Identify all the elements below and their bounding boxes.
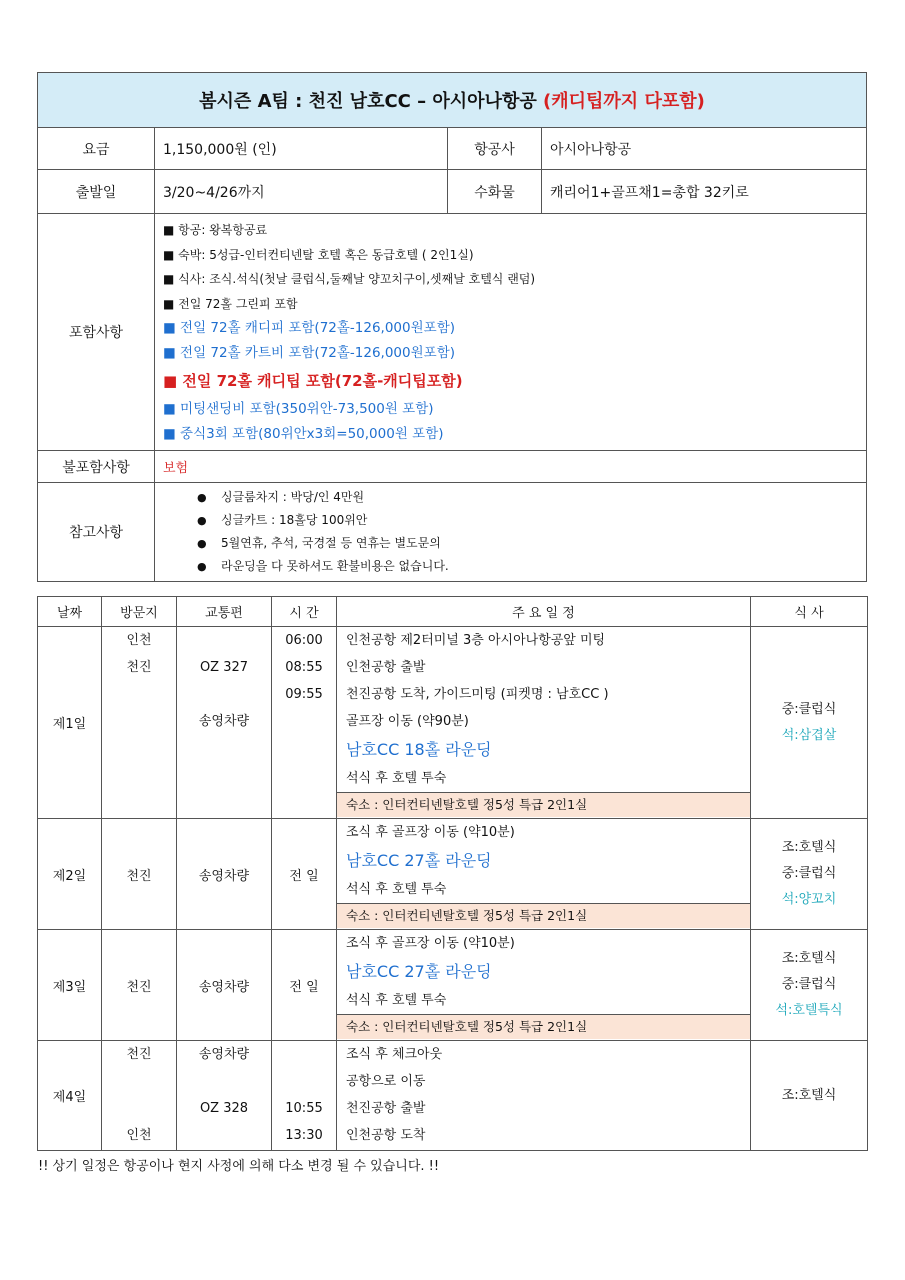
col-header-transport: 교통편 [177, 597, 272, 627]
excluded-value: 보험 [155, 451, 867, 483]
schedule-item: 인천공항 제2터미널 3층 아시아나항공앞 미팅 [346, 633, 606, 648]
footer-notice: !! 상기 일정은 항공이나 현지 사정에 의해 다소 변경 될 수 있습니다. !! [38, 1159, 440, 1174]
day3-meals [751, 930, 868, 1041]
day4-transport [177, 1041, 272, 1151]
meal: 석:호텔특식 [775, 1003, 843, 1018]
day1-transport [177, 627, 272, 819]
schedule-item: 조식 후 골프장 이동 (약10분) [346, 825, 515, 840]
price-label: 요금 [38, 128, 155, 170]
place: 천진 [102, 819, 177, 930]
package-info-table [37, 72, 867, 582]
place: 인천 [126, 1128, 152, 1143]
included-item-highlight: ■ 중식3회 포함(80위안x3회=50,000원 포함) [163, 425, 444, 442]
transport: 송영차량 [198, 1047, 250, 1062]
col-header-date: 날짜 [38, 597, 102, 627]
time: 10:55 [285, 1101, 323, 1116]
day-label: 제2일 [38, 819, 102, 930]
schedule-item: 인천공항 출발 [346, 660, 426, 675]
note-item: ● 싱글룸차지 : 박당/인 4만원 [199, 486, 858, 509]
meal: 조:호텔식 [781, 951, 837, 966]
schedule-item: 공항으로 이동 [346, 1074, 426, 1089]
meal: 중:클럽식 [781, 977, 837, 992]
place: 인천 [126, 633, 152, 648]
meal: 조:호텔식 [781, 1087, 837, 1103]
day4-places [102, 1041, 177, 1151]
col-header-schedule: 주 요 일 정 [337, 597, 751, 627]
day1-places [102, 627, 177, 819]
day-label: 제1일 [38, 627, 102, 819]
schedule-item: 석식 후 호텔 투숙 [346, 771, 447, 786]
included-item-highlight: ■ 전일 72홀 캐디피 포함(72홀-126,000원포함) [163, 320, 455, 336]
airline-value: 아시아나항공 [542, 128, 867, 170]
day2-schedule [337, 819, 751, 930]
schedule-item: 조식 후 골프장 이동 (약10분) [346, 936, 515, 951]
day4-schedule [337, 1041, 751, 1151]
meal: 중:클럽식 [781, 866, 837, 881]
departure-label: 출발일 [38, 170, 155, 214]
baggage-label: 수화물 [448, 170, 542, 214]
hotel-info: 숙소 : 인터컨티넨탈호텔 정5성 특급 2인1실 [337, 792, 750, 817]
schedule-item: 석식 후 호텔 투숙 [346, 993, 447, 1008]
time: 13:30 [285, 1128, 323, 1143]
schedule-item: 석식 후 호텔 투숙 [346, 882, 447, 897]
day4-meals [751, 1041, 868, 1151]
included-item: ■ 식사: 조식.석식(첫날 클럽식,둘째날 양꼬치구이,셋째날 호텔식 랜덤) [163, 272, 536, 286]
airline-label: 항공사 [448, 128, 542, 170]
included-label: 포함사항 [38, 214, 155, 451]
title-highlight: (캐디팁까지 다포함) [543, 91, 705, 112]
time: 전 일 [272, 819, 337, 930]
time: 06:00 [285, 633, 323, 648]
transport: 송영차량 [198, 714, 250, 729]
day1-times [272, 627, 337, 819]
included-item-caddie-tip: ■ 전일 72홀 캐디팁 포함(72홀-캐디팁포함) [163, 372, 463, 390]
day-row-2 [38, 819, 868, 930]
day1-meals [751, 627, 868, 819]
included-item-highlight: ■ 미팅샌딩비 포함(350위안-73,500원 포함) [163, 401, 434, 417]
place: 천진 [126, 660, 152, 675]
included-item: ■ 전일 72홀 그린피 포함 [163, 296, 298, 311]
day-label: 제3일 [38, 930, 102, 1041]
meal: 중:클럽식 [781, 701, 837, 717]
time: 전 일 [272, 930, 337, 1041]
flight-number: OZ 327 [199, 660, 249, 675]
included-item-highlight: ■ 전일 72홀 카트비 포함(72홀-126,000원포함) [163, 344, 455, 361]
included-item: ■ 숙박: 5성급-인터컨티넨탈 호텔 혹은 동급호텔 ( 2인1실) [163, 247, 474, 262]
day4-times [272, 1041, 337, 1151]
itinerary-table [37, 596, 868, 1151]
day-row-1 [38, 627, 868, 819]
notes-list [155, 483, 867, 582]
meal: 석:양꼬치 [781, 892, 837, 907]
hotel-info: 숙소 : 인터컨티넨탈호텔 정5성 특급 2인1실 [337, 903, 750, 928]
schedule-item: 골프장 이동 (약90분) [346, 714, 469, 729]
included-list [155, 214, 867, 451]
hotel-info: 숙소 : 인터컨티넨탈호텔 정5성 특급 2인1실 [337, 1014, 750, 1039]
transport: 송영차량 [177, 819, 272, 930]
meal: 석:삼겹살 [781, 727, 837, 743]
title-main: 봄시즌 A팀 : 천진 남호CC – 아시아나항공 [199, 91, 544, 112]
place: 천진 [102, 930, 177, 1041]
transport: 송영차량 [177, 930, 272, 1041]
day1-schedule [337, 627, 751, 819]
schedule-item: 인천공항 도착 [346, 1128, 426, 1143]
schedule-item: 천진공항 출발 [346, 1101, 426, 1116]
meal: 조:호텔식 [781, 840, 837, 855]
package-title [38, 73, 867, 128]
col-header-meal: 식 사 [751, 597, 868, 627]
col-header-place: 방문지 [102, 597, 177, 627]
day2-meals [751, 819, 868, 930]
schedule-item: 천진공항 도착, 가이드미팅 (피켓명 : 남호CC ) [346, 687, 609, 702]
baggage-value: 캐리어1+골프채1=총합 32키로 [542, 170, 867, 214]
note-item: ● 싱글카트 : 18홀당 100위안 [199, 509, 858, 532]
day3-schedule [337, 930, 751, 1041]
notes-label: 참고사항 [38, 483, 155, 582]
round-item: 남호CC 27홀 라운딩 [346, 851, 492, 870]
place: 천진 [126, 1047, 152, 1062]
day-row-4 [38, 1041, 868, 1151]
included-item: ■ 항공: 왕복항공료 [163, 223, 268, 237]
schedule-item: 조식 후 체크아웃 [346, 1047, 443, 1062]
day-row-3 [38, 930, 868, 1041]
round-item: 남호CC 27홀 라운딩 [346, 962, 492, 981]
day-label: 제4일 [38, 1041, 102, 1151]
round-item: 남호CC 18홀 라운딩 [346, 740, 492, 759]
departure-value: 3/20~4/26까지 [155, 170, 448, 214]
note-item: ● 라운딩을 다 못하셔도 환불비용은 없습니다. [199, 555, 858, 578]
time: 09:55 [285, 687, 323, 702]
flight-number: OZ 328 [199, 1101, 249, 1116]
note-item: ● 5월연휴, 추석, 국경절 등 연휴는 별도문의 [199, 532, 858, 555]
price-value: 1,150,000원 (인) [155, 128, 448, 170]
time: 08:55 [285, 660, 323, 675]
col-header-time: 시 간 [272, 597, 337, 627]
excluded-label: 불포함사항 [38, 451, 155, 483]
